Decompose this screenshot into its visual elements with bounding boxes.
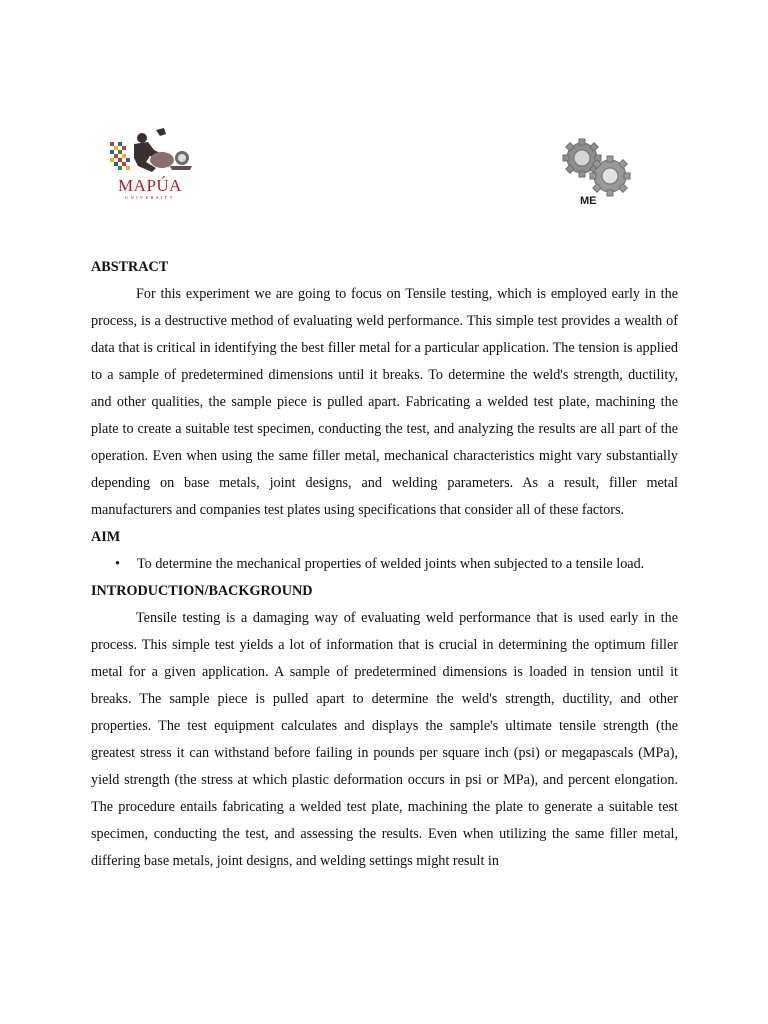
mosaic-icon [110, 142, 130, 170]
me-logo-text: ME [580, 195, 597, 207]
aim-list [91, 551, 678, 578]
me-gears-logo [556, 136, 642, 212]
figure-silhouette-icon [134, 128, 192, 172]
list-item [91, 551, 678, 578]
document-body [91, 254, 678, 875]
aim-item-text: To determine the mechanical properties of welded joints when subjected to a tensile load. [137, 556, 645, 572]
bullet-icon: • [115, 556, 120, 572]
mapua-logo-subtext: UNIVERSITY [125, 195, 175, 200]
mapua-logo-text: MAPÚA [118, 176, 182, 195]
abstract-heading: ABSTRACT [91, 259, 169, 275]
abstract-paragraph: For this experiment we are going to focus on Tensile testing, which is employed early in the process, is a destructive method of evaluating weld performance. This simple test provides a wealth of data that is critical in identifying the best filler metal for a particular application. The tension is applied to a sample of predetermined dimensions until it breaks. To determine the weld's strength, ductility, and other qualities, the sample piece is pulled apart. Fabricating a welded test plate, machining the plate to create a suitable test specimen, conducting the test, and analyzing the results are all part of the operation. Even when using the same filler metal, mechanical characteristics might vary substantially depending on base metals, joint designs, and welding parameters. As a result, filler metal manufacturers and companies test plates using specifications that consider all of these factors. [91, 286, 678, 518]
aim-heading: AIM [91, 529, 121, 545]
introduction-paragraph: Tensile testing is a damaging way of evaluating weld performance that is used early in the process. This simple test yields a lot of information that is crucial in determining the optimum filler metal for a given application. A sample of predetermined dimensions is loaded in tension until it breaks. The sample piece is pulled apart to determine the weld's strength, ductility, and other properties. The test equipment calculates and displays the sample's ultimate tensile strength (the greatest stress it can withstand before failing in pounds per square inch (psi) or megapascals (MPa), yield strength (the stress at which plastic deformation occurs in psi or MPa), and percent elongation. The procedure entails fabricating a welded test plate, machining the plate to generate a suitable test specimen, conducting the test, and assessing the results. Even when utilizing the same filler metal, differing base metals, joint designs, and welding settings might result in [91, 610, 678, 869]
gear-small-icon [590, 156, 630, 196]
introduction-heading: INTRODUCTION/BACKGROUND [91, 583, 313, 599]
